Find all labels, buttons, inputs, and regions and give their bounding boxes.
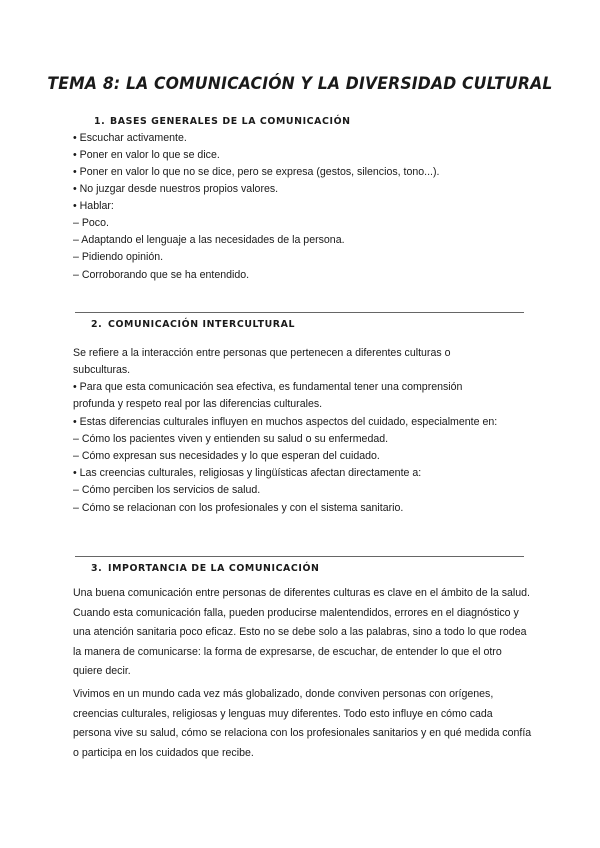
list-item: Se refiere a la interacción entre personas que pertenecen a diferentes culturas o [73,347,451,359]
section-divider [75,312,524,313]
list-item: • Poner en valor lo que no se dice, pero se expresa (gestos, silencios, tono...). [73,166,440,178]
section-2-heading: COMUNICACIÓN INTERCULTURAL [108,319,296,330]
list-item: • Estas diferencias culturales influyen en muchos aspectos del cuidado, especialmente en: [73,416,498,428]
list-item: – Corroborando que se ha entendido. [73,269,250,281]
list-item: – Cómo los pacientes viven y entienden su salud o su enfermedad. [73,433,389,445]
section-3-heading: IMPORTANCIA DE LA COMUNICACIÓN [108,563,320,574]
list-item: – Cómo perciben los servicios de salud. [73,484,261,496]
list-item: • Para que esta comunicación sea efectiva, es fundamental tener una comprensión [73,381,463,393]
list-item: – Cómo se relacionan con los profesionales y con el sistema sanitario. [73,502,404,514]
list-item: • Poner en valor lo que se dice. [73,149,220,161]
list-item: profunda y respeto real por las diferencias culturales. [73,398,323,410]
section-2-number: 2. [91,319,103,330]
list-item: – Adaptando el lenguaje a las necesidades de la persona. [73,234,345,246]
section-1-number: 1. [94,116,106,127]
list-item: • Hablar: [73,200,114,212]
section-divider [75,556,524,557]
list-item: • Las creencias culturales, religiosas y lingüísticas afectan directamente a: [73,467,422,479]
list-item: – Poco. [73,217,109,229]
list-item: – Cómo expresan sus necesidades y lo que esperan del cuidado. [73,450,380,462]
section-3-number: 3. [91,563,103,574]
list-item: – Pidiendo opinión. [73,251,164,263]
section-3-paragraph-2: Vivimos en un mundo cada vez más globalizado, donde conviven personas con orígenes, creencias culturales, religiosas y lenguas muy diferentes. Todo esto influye en cómo cada persona vive su salud, cómo se relaciona con los profesionales sanitarios y en qué medida confía o participa en los cuidados que recibe. [73,688,532,759]
list-item: • Escuchar activamente. [73,132,187,144]
section-3-paragraph-1: Una buena comunicación entre personas de diferentes culturas es clave en el ámbito de la salud. Cuando esta comunicación falla, pueden producirse malentendidos, errores en el diagnóstico y una atención sanitaria poco eficaz. Esto no se debe solo a las palabras, sino a todo lo que rodea la manera de comunicarse: la forma de expresarse, de escuchar, de entender lo que el otro quiere decir. [73,587,530,677]
list-item: • No juzgar desde nuestros propios valores. [73,183,279,195]
page-title: TEMA 8: LA COMUNICACIÓN Y LA DIVERSIDAD CULTURAL [47,74,553,94]
section-1-heading: BASES GENERALES DE LA COMUNICACIÓN [110,116,351,127]
list-item: subculturas. [73,364,131,376]
